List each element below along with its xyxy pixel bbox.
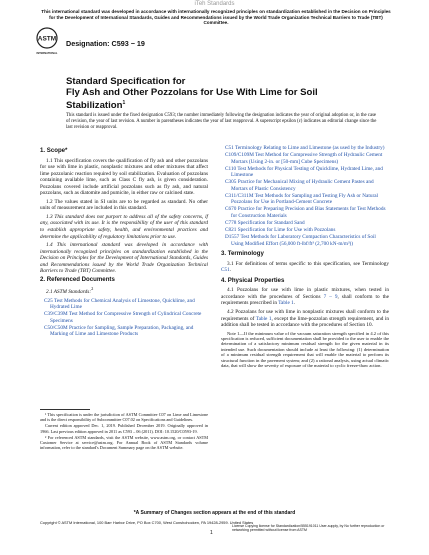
link-sections[interactable]: 7 – 9 [323,293,338,300]
page-number: 1 [210,530,213,536]
svg-text:ASTM: ASTM [37,35,57,43]
logo-text: INTERNATIONAL [36,52,58,55]
footnote-separator [40,409,90,410]
issue-note: This standard is issued under the fixed designation C593; the number immediately following the designation indicates the year of original adoption or, in the case of revision, the year of last revision. A number in parentheses indicates the year of last reapproval. A superscript epsilon (ε) indicates an editorial change since the last revision or reapproval. [66,113,377,130]
license-note: License Copying license for Standardization/555191011 User-supply, by No further reproduction or networking permitted without license from ASTM [232,524,385,533]
scope-1-4: 1.4 This international standard was developed in accordance with internationally recognized principles on standardization established in the Decision on Principles for the Development of International Standards, Guides and Recommendations issued by the World Trade Organization Technical Barriers to Trade (TBT) Committee. [40,242,208,275]
scope-heading: 1. Scope* [40,147,68,154]
scope-1-3: 1.3 This standard does not purport to address all of the safety concerns, if any, associated with its use. It is the responsibility of the user of this standard to establish appropriate safety, health, and environmental practices and determine the applicability of regulatory limitations prior to use. [40,213,208,240]
right-column [221,145,389,371]
scope-1-2: 1.2 The values stated in SI units are to be regarded as standard. No other units of measurement are included in this standard. [40,198,208,212]
ref-item[interactable]: C25 Test Methods for Chemical Analysis of Limestone, Quicklime, and Hydrated Lime [44,297,195,311]
title-footnote-mark: 1 [122,100,126,106]
note-1: Note 1—If the minimum value of the vacuum saturation strength specified in 4.2 of this specification is reduced, sufficient documentation shall be provided to the user to enable the determination of a satisfactory minimum residual strength for the given material in its intended use. Such documentation should include at least the following: (1) determination of a minimum residual strength requirement that will enable the material to perform its structural function in the pavement system; and (2) a rational analysis, using actual climatic data, that will show the severity of exposure of the material to cyclic freeze-thaw action. [221,330,389,369]
references-heading: 2. Referenced Documents [40,275,115,283]
physical-4-2: 4.2 Pozzolans for use with lime in nonplastic mixtures shall conform to the requirements of Table 1, except the lime-pozzolan strength requirement, and in addition shall be tested in accordance with the procedures of Section 10. [221,309,389,329]
ref-item[interactable]: C51 Terminology Relating to Lime and Limestone (as used by the Industry) [225,145,385,151]
page-title [66,76,366,111]
physical-heading: 4. Physical Properties [221,276,285,284]
link-c51[interactable]: C51 [221,267,230,274]
terminology-heading: 3. Terminology [221,250,264,258]
astm-standards-sub: 2.1 ASTM Standards:$^2$ [46,286,94,296]
scope-1-1: 1.1 This specification covers the qualification of fly ash and other pozzolans for use with lime in plastic, nonplastic mixtures and other mixtures that affect lime pozzolanic reaction required by soil stabilization. Evaluation of pozzolans containing available lime, such as Class C fly ash, is given consideration. Pozzolans covered include artificial pozzolans such as fly ash, and natural pozzolans, such as diatomite and pumicite, in either raw or calcined state. [40,157,208,197]
ref-item[interactable]: C670 Practice for Preparing Precision and Bias Statements for Test Methods for Construction Materials [225,206,386,219]
link-table-1[interactable]: Table 1 [278,300,294,307]
summary-of-changes: *A Summary of Changes section appears at the end of this standard [133,510,296,516]
footnote-2: ² For referenced ASTM standards, visit the ASTM website, www.astm.org, or contact ASTM Customer Service at service@astm.org. For Annual Book of ASTM Standards volume information, refer to the standard's Document Summary page on the ASTM website. [40,434,208,451]
link-table-1[interactable]: Table 1 [255,315,272,322]
title-line-2: Fly Ash and Other Pozzolans for Use With Lime for Soil Stabilization$^1$ [66,87,318,112]
footnote-1: ¹ This specification is under the jurisdiction of ASTM Committee C07 on Lime and Limestone and is the direct responsibility of Subcommittee C07.02 on Specifications and Guidelines. [40,412,208,423]
ref-item[interactable]: D1557 Test Methods for Laboratory Compaction Characteristics of Soil Using Modified Effort (56,000 ft-lbf/ft³ (2,700 kN-m/m³)) [225,234,376,247]
ref-item[interactable]: C778 Specification for Standard Sand [225,220,305,227]
ref-item[interactable]: C50/C50M Practice for Sampling, Sample Preparation, Packaging, and Marking of Lime and Limestone Products [44,324,194,338]
footnote-1b: Current edition approved Dec. 1, 2019. Published December 2019. Originally approved in 1966. Last previous edition approved in 2011 as C593 – 06 (2011). DOI: 10.1520/C0593-19. [40,423,208,434]
ref-item[interactable]: C821 Specification for Lime for Use with Pozzolans [225,227,336,234]
top-note: This international standard was developed in accordance with internationally recognized principles on standardization established in the Decision on Principles for the Development of International Standards, Guides and Recommendations issued by the World Trade Organization Technical Barriers to Trade (TBT) Committee. [41,9,391,26]
designation: Designation: C593 − 19 [66,39,145,48]
ref-item[interactable]: C39/C39M Test Method for Compressive Strength of Cylindrical Concrete Specimens [44,311,202,324]
left-column [40,148,208,338]
ref-item[interactable]: C305 Practice for Mechanical Mixing of Hydraulic Cement Pastes and Mortars of Plastic Consistency [225,179,374,192]
title-line-1: Standard Specification for [66,76,186,87]
watermark: iTeh Standards [194,1,235,7]
ref-item[interactable]: C110 Test Methods for Physical Testing of Quicklime, Hydrated Lime, and Limestone [225,165,383,179]
physical-4-1: 4.1 Pozzolans for use with lime in plastic mixtures, when tested in accordance with the procedures of Sections 7 – 9, shall conform to the requirements prescribed in Table 1. [221,287,390,307]
terminology-3-1: 3.1 For definitions of terms specific to this specification, see Terminology C51. [221,260,389,274]
copyright: Copyright © ASTM International, 100 Barr Harbor Drive, PO Box C700, West Conshohocken, PA 19428-2959. United States [40,520,254,525]
footnotes [40,412,208,451]
astm-logo [36,27,58,61]
ref-item[interactable]: C311/C311M Test Methods for Sampling and Testing Fly Ash or Natural Pozzolans for Use in Portland-Cement Concrete [225,192,378,206]
ref-item[interactable]: C109/C109M Test Method for Compressive Strength of Hydraulic Cement Mortars (Using 2-in. or [50-mm] Cube Specimens) [225,152,383,165]
